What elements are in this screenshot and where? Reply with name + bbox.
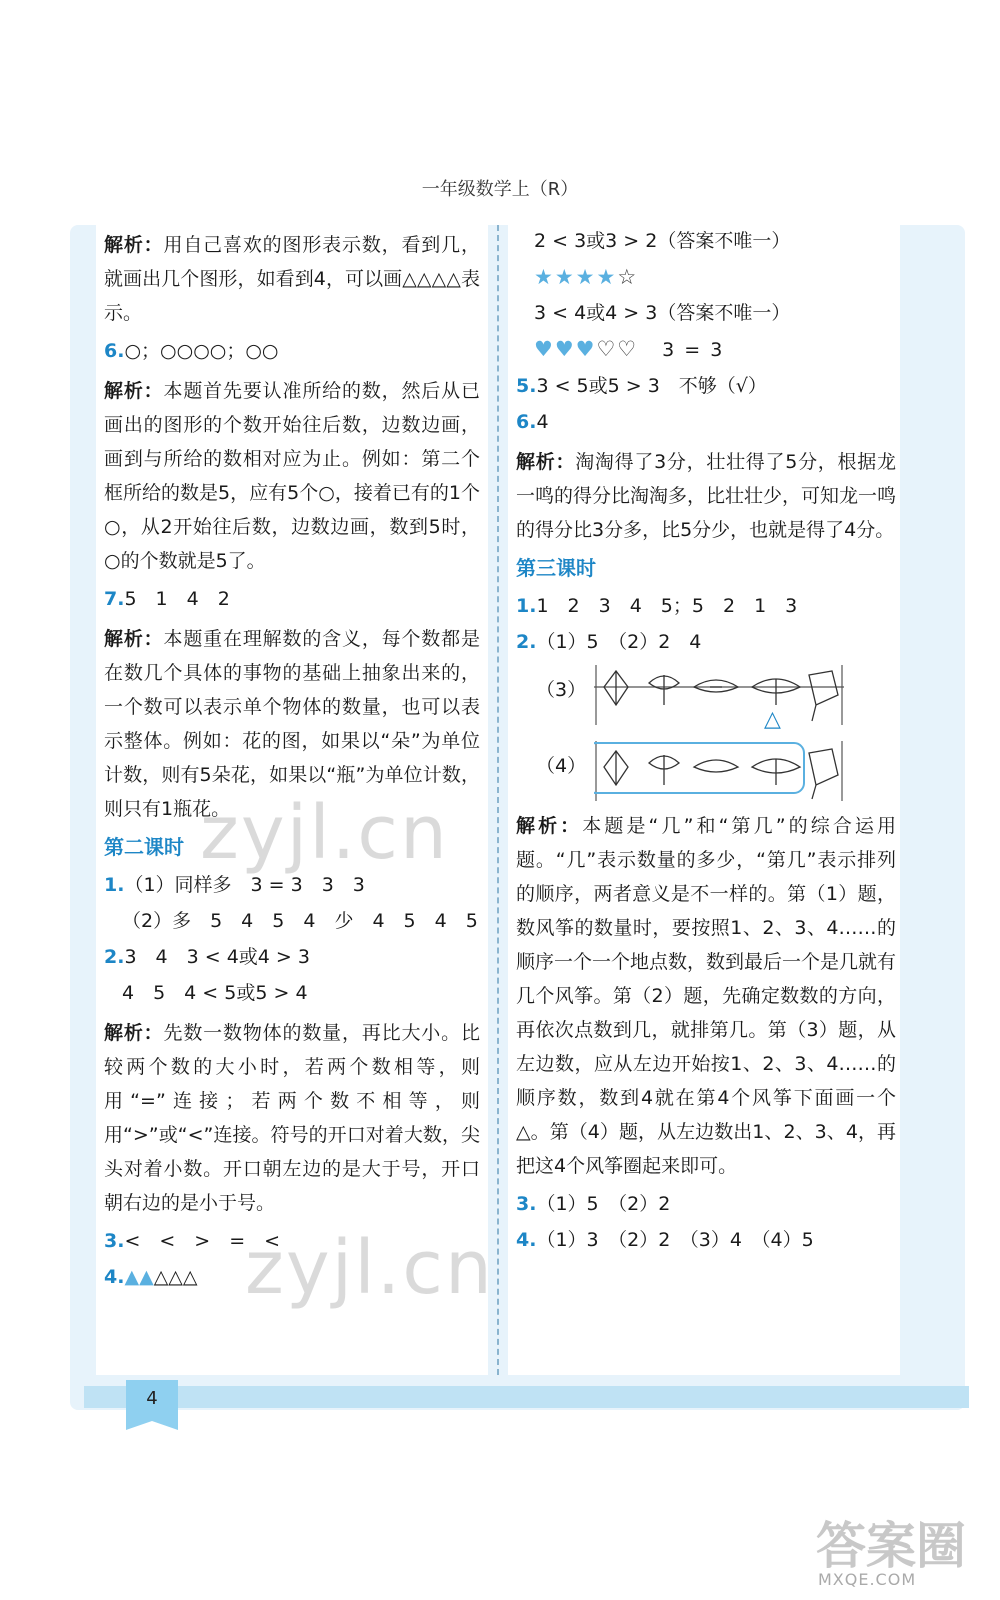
analysis-text: 用自己喜欢的图形表示数，看到几，就画出几个图形，如看到4，可以画△△△△表示。 xyxy=(104,234,480,324)
answer-text: （1）3 （2）2 （3）4 （4）5 xyxy=(536,1229,814,1251)
answer-5 xyxy=(516,369,896,403)
question-number: 4. xyxy=(516,1229,537,1251)
analysis-label: 解析： xyxy=(104,234,164,256)
answer-2b: 4 5 4 < 5或5 > 4 xyxy=(122,982,308,1004)
question-number: 6. xyxy=(516,411,537,433)
answer-1b: （2）多 5 4 5 4 少 4 5 4 5 xyxy=(122,910,478,932)
empty-triangles: △△△ xyxy=(153,1266,198,1288)
watermark: zyjl.cn xyxy=(245,1225,494,1311)
analysis-label: 解析： xyxy=(104,628,164,650)
analysis-2 xyxy=(104,1016,480,1220)
answer-3-right xyxy=(516,1187,896,1221)
answer-6 xyxy=(104,334,480,368)
star-icon: ★★★★ xyxy=(534,265,618,289)
question-number: 2. xyxy=(104,946,125,968)
left-column xyxy=(104,222,480,1296)
kite-row-3 xyxy=(516,661,896,732)
heart-row xyxy=(516,332,896,367)
right-column xyxy=(516,222,896,1259)
star-row xyxy=(516,260,896,294)
answer-2-right xyxy=(516,625,896,659)
answer-text: 5 1 4 2 xyxy=(124,588,230,610)
page-header: 一年级数学上（R） xyxy=(421,179,579,200)
watermark: zyjl.cn xyxy=(200,790,449,876)
answer-text: （1）5 （2）2 4 xyxy=(536,631,702,653)
analysis-6 xyxy=(104,374,480,578)
answer-4-right xyxy=(516,1223,896,1257)
answer-text: ○；○○○○；○○ xyxy=(124,340,279,362)
kite-label: （3） xyxy=(536,679,587,701)
answer-text: 1 2 3 4 5；5 2 1 3 xyxy=(536,595,798,617)
analysis-5 xyxy=(104,228,480,330)
empty-heart-icon: ♡♡ xyxy=(596,337,639,361)
frame-bottom-band xyxy=(84,1386,969,1408)
kite-illustration xyxy=(594,665,854,725)
kite-label: （4） xyxy=(536,755,587,777)
answer-text: 3 < 5或5 > 3 不够（√） xyxy=(536,375,767,397)
answer-6-right xyxy=(516,405,896,439)
page-number: 4 xyxy=(146,1388,158,1409)
answer-text: （1）5 （2）2 xyxy=(536,1193,671,1215)
answer-1-right xyxy=(516,589,896,623)
analysis-label: 解析： xyxy=(104,1022,164,1044)
analysis-text: 先数一数物体的数量，再比大小。比较两个数的大小时，若两个数相等，则用“=”连接；若两个数不相等，则用“>”或“<”连接。符号的开口对着大数，尖头对着小数。开口朝左边的是大于号，开口朝右边的是小于号。 xyxy=(104,1022,480,1214)
heart-icon: ♥♥♥ xyxy=(534,337,597,361)
answer-7 xyxy=(104,582,480,616)
kite-illustration-circled xyxy=(594,741,854,801)
logo-site-text: MXQE.COM xyxy=(818,1570,917,1589)
answer-text: 3 4 3 < 4或4 > 3 xyxy=(124,946,310,968)
section-title-3: 第三课时 xyxy=(516,556,596,580)
kite-row-4 xyxy=(516,737,896,799)
analysis-6-right xyxy=(516,445,896,547)
heart-equation: 3 = 3 xyxy=(662,339,725,361)
analysis-text: 本题是“几”和“第几”的综合运用题。“几”表示数量的多少，“第几”表示排列的顺序，两者意义是不一样的。第（1）题，数风筝的数量时，要按照1、2、3、4……的顺序一个一个地点数，数到最后一个是几就有几个风筝。第（2）题，先确定数数的方向，再依次点数到几，就排第几。第（3）题，从左边数，应从左边开始按1、2、3、4……的顺序数，数到4就在第4个风筝下面画一个△。第（4）题，从左边数出1、2、3、4，再把这4个风筝圈起来即可。 xyxy=(516,815,897,1177)
question-number: 1. xyxy=(516,595,537,617)
section-title-2: 第二课时 xyxy=(104,835,184,859)
empty-star-icon: ☆ xyxy=(617,265,639,289)
analysis-text: 本题首先要认准所给的数，然后从已画出的图形的个数开始往后数，边数边画，画到与所给的数相对应为止。例如：第二个框所给的数是5，应有5个○，接着已有的1个○，从2开始往后数，边数边画，数到5时，○的个数就是5了。 xyxy=(104,380,480,572)
answer-text: < < > = < xyxy=(124,1230,281,1252)
question-number: 3. xyxy=(516,1193,537,1215)
question-number: 1. xyxy=(104,874,125,896)
answer-2a xyxy=(104,940,480,974)
question-number: 4. xyxy=(104,1266,125,1288)
filled-triangles: ▲▲ xyxy=(124,1266,154,1288)
question-number: 3. xyxy=(104,1230,125,1252)
logo-chars: 答案圈 xyxy=(816,1517,966,1575)
analysis-label: 解析： xyxy=(104,380,164,402)
question-number: 5. xyxy=(516,375,537,397)
answer-r2: 3 < 4或4 > 3（答案不唯一） xyxy=(534,302,791,324)
analysis-text: 淘淘得了3分，壮壮得了5分，根据龙一鸣的得分比淘淘多，比壮壮少，可知龙一鸣的得分比3分多，比5分少，也就是得了4分。 xyxy=(516,451,897,541)
answer-text: 4 xyxy=(536,411,549,433)
question-number: 6. xyxy=(104,340,125,362)
analysis-label: 解析： xyxy=(516,815,583,837)
analysis-text: 本题重在理解数的含义，每个数都是在数几个具体的事物的基础上抽象出来的，一个数可以表示单个物体的数量，也可以表示整体。例如：花的图，如果以“朵”为单位计数，则有5朵花，如果以“瓶”为单位计数，则只有1瓶花。 xyxy=(104,628,480,820)
question-number: 7. xyxy=(104,588,125,610)
triangle-mark: △ xyxy=(764,707,781,732)
answer-r1: 2 < 3或3 > 2（答案不唯一） xyxy=(534,230,791,252)
analysis-label: 解析： xyxy=(516,451,576,473)
column-divider xyxy=(497,225,499,1375)
question-number: 2. xyxy=(516,631,537,653)
analysis-2-right xyxy=(516,809,896,1183)
answer-text: （1）同样多 3 = 3 3 3 xyxy=(124,874,365,896)
